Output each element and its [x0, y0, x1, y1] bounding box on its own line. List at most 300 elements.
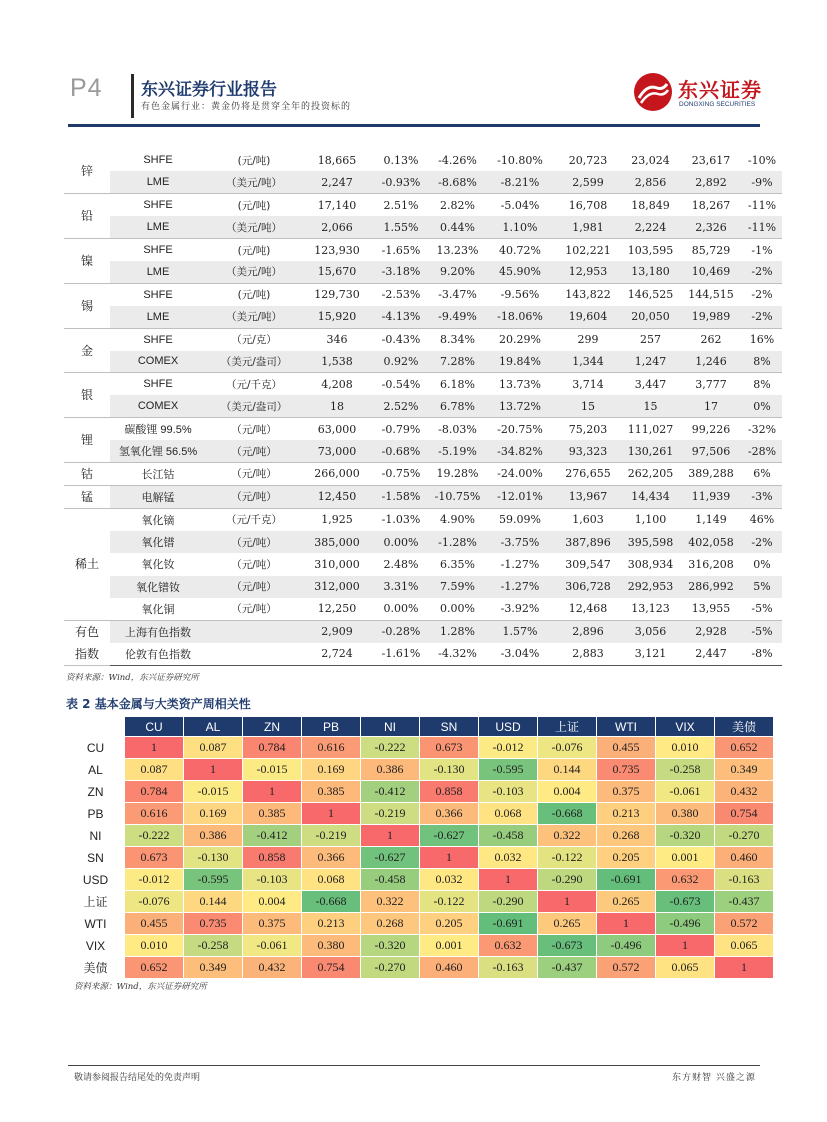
correlation-cell: 0.455	[597, 737, 656, 759]
value-cell: -1.58%	[372, 485, 430, 508]
value-cell: -4.13%	[372, 306, 430, 328]
column-header: ZN	[243, 717, 302, 737]
price-row	[64, 194, 782, 216]
value-cell: -3.47%	[430, 283, 485, 305]
price-row	[64, 261, 782, 283]
correlation-cell: -0.458	[479, 825, 538, 847]
correlation-table-source: 资料来源：Wind，东兴证券研究所	[74, 982, 207, 992]
correlation-row	[67, 847, 774, 869]
correlation-cell: 0.784	[125, 781, 184, 803]
correlation-cell: 1	[302, 803, 361, 825]
column-header: PB	[302, 717, 361, 737]
value-cell: -20.75%	[485, 418, 555, 440]
correlation-cell: -0.595	[184, 869, 243, 891]
correlation-cell: 0.010	[656, 737, 715, 759]
value-cell: 0.00%	[372, 531, 430, 553]
correlation-cell: 1	[597, 913, 656, 935]
value-cell: 59.09%	[485, 508, 555, 530]
exchange-cell: 氧化镨	[110, 531, 206, 553]
unit-cell: （美元/吨）	[206, 216, 302, 238]
value-cell: 12,468	[568, 602, 608, 616]
unit-cell: （元/吨）	[206, 462, 302, 485]
value-cell: 316,208	[688, 557, 734, 571]
correlation-cell: 0.265	[538, 913, 597, 935]
correlation-cell: 1	[184, 759, 243, 781]
value-cell: 3,121	[621, 643, 680, 666]
correlation-cell: -0.673	[656, 891, 715, 913]
price-row	[64, 418, 782, 440]
unit-cell: （美元/吨）	[206, 171, 302, 193]
correlation-cell: -0.163	[479, 957, 538, 979]
value-cell: 99,226	[680, 418, 742, 440]
row-header: VIX	[67, 935, 125, 957]
page-number: P4	[70, 74, 103, 102]
correlation-cell: 0.673	[125, 847, 184, 869]
correlation-cell: -0.012	[479, 737, 538, 759]
value-cell: -12.01%	[485, 485, 555, 508]
correlation-cell: -0.320	[361, 935, 420, 957]
value-cell: 0.00%	[383, 602, 419, 616]
price-row	[64, 462, 782, 485]
correlation-cell: 0.213	[597, 803, 656, 825]
correlation-cell: -0.627	[420, 825, 479, 847]
value-cell: 45.90%	[485, 261, 555, 283]
logo-text-cn: 东兴证券	[678, 78, 762, 102]
value-cell: 1,538	[302, 351, 372, 373]
value-cell: 2,447	[680, 643, 742, 666]
correlation-cell: 1	[125, 737, 184, 759]
value-cell: -0.54%	[372, 373, 430, 395]
value-cell: -5.19%	[430, 440, 485, 462]
row-header: WTI	[67, 913, 125, 935]
correlation-cell: -0.437	[538, 957, 597, 979]
value-cell: 2,224	[621, 216, 680, 238]
price-row	[64, 485, 782, 508]
value-cell: 0.13%	[383, 153, 419, 167]
metal-name: 锌	[64, 149, 110, 194]
correlation-cell: -0.076	[538, 737, 597, 759]
value-cell: -24.00%	[485, 462, 555, 485]
value-cell: 16,708	[555, 194, 621, 216]
value-cell: 46%	[742, 508, 782, 530]
value-cell: 1,981	[555, 216, 621, 238]
correlation-cell: -0.673	[538, 935, 597, 957]
correlation-cell: -0.061	[656, 781, 715, 803]
value-cell: 0.92%	[372, 351, 430, 373]
correlation-row	[67, 825, 774, 847]
value-cell: -10%	[747, 153, 777, 167]
correlation-cell: 0.205	[420, 913, 479, 935]
value-cell: 75,203	[555, 418, 621, 440]
price-row	[64, 306, 782, 328]
unit-cell: （美元/盎司）	[206, 395, 302, 417]
unit-cell	[206, 643, 302, 666]
correlation-cell: 0.366	[420, 803, 479, 825]
value-cell: -3.04%	[485, 643, 555, 666]
unit-cell: （元/克）	[206, 328, 302, 350]
value-cell: 17	[680, 395, 742, 417]
correlation-cell: 0.004	[243, 891, 302, 913]
row-header: 美债	[67, 957, 125, 979]
price-row	[64, 216, 782, 238]
exchange-cell: 碳酸锂 99.5%	[110, 418, 206, 440]
correlation-cell: 0.572	[715, 913, 774, 935]
value-cell: -2%	[742, 283, 782, 305]
exchange-cell: LME	[110, 216, 206, 238]
footer-slogan: 东方财智 兴盛之源	[672, 1073, 756, 1083]
value-cell: -8.68%	[430, 171, 485, 193]
row-header: SN	[67, 847, 125, 869]
value-cell: 93,323	[555, 440, 621, 462]
correlation-cell: 0.858	[243, 847, 302, 869]
value-cell: -8.03%	[430, 418, 485, 440]
value-cell: -0.79%	[372, 418, 430, 440]
value-cell: -0.75%	[372, 462, 430, 485]
value-cell: 310,000	[314, 557, 360, 571]
correlation-cell: 0.754	[715, 803, 774, 825]
correlation-cell: 0.268	[361, 913, 420, 935]
correlation-cell: -0.691	[597, 869, 656, 891]
value-cell: -0.28%	[372, 620, 430, 643]
value-cell: 1,246	[680, 351, 742, 373]
value-cell: 3,777	[680, 373, 742, 395]
value-cell: 146,525	[621, 283, 680, 305]
correlation-cell: -0.163	[715, 869, 774, 891]
value-cell: 23,024	[631, 153, 670, 167]
value-cell: 111,027	[621, 418, 680, 440]
price-row	[64, 373, 782, 395]
value-cell: 2,724	[302, 643, 372, 666]
exchange-cell: SHFE	[143, 154, 173, 167]
value-cell: 2.51%	[372, 194, 430, 216]
correlation-cell: -0.130	[184, 847, 243, 869]
value-cell: 2,909	[302, 620, 372, 643]
correlation-cell: 1	[243, 781, 302, 803]
value-cell: 4,208	[302, 373, 372, 395]
correlation-cell: -0.668	[538, 803, 597, 825]
price-row	[64, 328, 782, 350]
correlation-row	[67, 913, 774, 935]
correlation-cell: 0.144	[538, 759, 597, 781]
unit-cell: (元/吨)	[206, 194, 302, 216]
unit-cell: （元/千克）	[206, 373, 302, 395]
correlation-cell: 0.375	[597, 781, 656, 803]
value-cell: 1,925	[302, 508, 372, 530]
price-row	[64, 553, 782, 575]
value-cell: 130,261	[621, 440, 680, 462]
value-cell: -0.93%	[372, 171, 430, 193]
correlation-cell: -0.130	[420, 759, 479, 781]
correlation-cell: 0.349	[184, 957, 243, 979]
row-header: 上证	[67, 891, 125, 913]
correlation-table-title: 表 2 基本金属与大类资产周相关性	[66, 697, 251, 711]
metal-name: 锰	[64, 485, 110, 508]
correlation-cell: -0.258	[656, 759, 715, 781]
metal-name: 钴	[64, 462, 110, 485]
column-header: 美债	[715, 717, 774, 737]
correlation-cell: -0.103	[479, 781, 538, 803]
value-cell: 12,450	[302, 485, 372, 508]
correlation-cell: 0.754	[302, 957, 361, 979]
column-header: CU	[125, 717, 184, 737]
correlation-cell: 0.349	[715, 759, 774, 781]
value-cell: 40.72%	[485, 239, 555, 261]
value-cell: 1,247	[621, 351, 680, 373]
value-cell: 266,000	[302, 462, 372, 485]
value-cell: 262,205	[621, 462, 680, 485]
value-cell: 13.23%	[430, 239, 485, 261]
value-cell: 1,100	[621, 508, 680, 530]
metal-name: 有色 指数	[64, 620, 110, 665]
value-cell: -32%	[742, 418, 782, 440]
column-header: 上证	[538, 717, 597, 737]
value-cell: 2,896	[555, 620, 621, 643]
correlation-cell: 0.386	[184, 825, 243, 847]
value-cell: 3,714	[555, 373, 621, 395]
row-header: PB	[67, 803, 125, 825]
value-cell: -9%	[742, 171, 782, 193]
correlation-cell: 0.460	[420, 957, 479, 979]
value-cell: 18,267	[680, 194, 742, 216]
correlation-cell: -0.496	[597, 935, 656, 957]
value-cell: 6.78%	[430, 395, 485, 417]
correlation-cell: 0.460	[715, 847, 774, 869]
correlation-cell: -0.270	[361, 957, 420, 979]
value-cell: 2.48%	[383, 557, 419, 571]
value-cell: 13.72%	[485, 395, 555, 417]
corner-cell	[67, 717, 125, 737]
value-cell: 17,140	[302, 194, 372, 216]
correlation-cell: 0.652	[125, 957, 184, 979]
value-cell: 15,670	[302, 261, 372, 283]
value-cell: -3%	[742, 485, 782, 508]
correlation-cell: -0.627	[361, 847, 420, 869]
price-row	[64, 643, 782, 666]
correlation-cell: -0.061	[243, 935, 302, 957]
correlation-cell: 0.385	[243, 803, 302, 825]
correlation-cell: 0.169	[302, 759, 361, 781]
correlation-cell: 0.616	[302, 737, 361, 759]
value-cell: 102,221	[555, 239, 621, 261]
exchange-cell: SHFE	[110, 239, 206, 261]
correlation-cell: 1	[715, 957, 774, 979]
value-cell: 292,953	[621, 576, 680, 598]
value-cell: 143,822	[555, 283, 621, 305]
value-cell: -3.18%	[372, 261, 430, 283]
correlation-cell: 0.380	[656, 803, 715, 825]
exchange-cell: COMEX	[110, 351, 206, 373]
correlation-cell: -0.219	[302, 825, 361, 847]
correlation-cell: -0.496	[656, 913, 715, 935]
value-cell: -9.56%	[485, 283, 555, 305]
correlation-cell: 0.213	[302, 913, 361, 935]
exchange-cell: 氧化镨钕	[110, 576, 206, 598]
value-cell: 3,447	[621, 373, 680, 395]
value-cell: 6.18%	[430, 373, 485, 395]
value-cell: -8%	[742, 643, 782, 666]
value-cell: 9.20%	[430, 261, 485, 283]
value-cell: -18.06%	[485, 306, 555, 328]
value-cell: 8%	[742, 373, 782, 395]
row-header: ZN	[67, 781, 125, 803]
unit-cell: （元/吨）	[206, 440, 302, 462]
correlation-cell: 0.673	[420, 737, 479, 759]
metal-name: 银	[64, 373, 110, 418]
row-header: CU	[67, 737, 125, 759]
value-cell: 2,883	[555, 643, 621, 666]
value-cell: -0.43%	[372, 328, 430, 350]
correlation-cell: 0.572	[597, 957, 656, 979]
value-cell: -10.75%	[430, 485, 485, 508]
price-row	[64, 531, 782, 553]
price-row	[64, 598, 782, 620]
value-cell: 389,288	[680, 462, 742, 485]
footer-rule	[68, 1065, 760, 1066]
correlation-cell: 0.432	[715, 781, 774, 803]
value-cell: -11%	[742, 194, 782, 216]
correlation-cell: 0.322	[361, 891, 420, 913]
value-cell: 1.10%	[485, 216, 555, 238]
correlation-cell: 0.380	[302, 935, 361, 957]
correlation-cell: 0.858	[420, 781, 479, 803]
exchange-cell: SHFE	[110, 283, 206, 305]
value-cell: 20.29%	[485, 328, 555, 350]
value-cell: 103,595	[621, 239, 680, 261]
metal-name: 镍	[64, 239, 110, 284]
value-cell: 2,892	[680, 171, 742, 193]
value-cell: 63,000	[302, 418, 372, 440]
correlation-row	[67, 781, 774, 803]
value-cell: 0.00%	[440, 602, 475, 616]
correlation-cell: 1	[538, 891, 597, 913]
correlation-row	[67, 759, 774, 781]
value-cell: 2,599	[555, 171, 621, 193]
unit-cell: (元/吨)	[206, 283, 302, 305]
header-rule	[68, 124, 760, 127]
value-cell: -10.80%	[497, 153, 543, 167]
value-cell: 18,665	[317, 153, 357, 167]
row-header: USD	[67, 869, 125, 891]
correlation-cell: 0.322	[538, 825, 597, 847]
unit-cell: （元/吨）	[206, 418, 302, 440]
correlation-cell: -0.290	[538, 869, 597, 891]
correlation-cell: -0.458	[361, 869, 420, 891]
price-row	[64, 171, 782, 193]
correlation-table	[66, 716, 774, 979]
exchange-cell: 氧化镝	[110, 508, 206, 530]
correlation-cell: 0.616	[125, 803, 184, 825]
price-row	[64, 239, 782, 261]
value-cell: 2,856	[621, 171, 680, 193]
value-cell: 309,547	[565, 557, 611, 571]
value-cell: 3,056	[621, 620, 680, 643]
value-cell: 11,939	[680, 485, 742, 508]
correlation-row	[67, 935, 774, 957]
correlation-cell: 0.265	[597, 891, 656, 913]
logo-mark-icon	[633, 72, 673, 112]
value-cell: 1.28%	[430, 620, 485, 643]
value-cell: 2,928	[680, 620, 742, 643]
value-cell: -5.04%	[485, 194, 555, 216]
correlation-cell: 0.366	[302, 847, 361, 869]
value-cell: -1.03%	[372, 508, 430, 530]
value-cell: 8.34%	[430, 328, 485, 350]
correlation-cell: -0.015	[184, 781, 243, 803]
value-cell: 346	[302, 328, 372, 350]
value-cell: 13,967	[555, 485, 621, 508]
correlation-cell: 0.087	[184, 737, 243, 759]
correlation-cell: 0.087	[125, 759, 184, 781]
value-cell: 1,603	[555, 508, 621, 530]
unit-cell: (元/吨)	[206, 239, 302, 261]
correlation-cell: -0.222	[125, 825, 184, 847]
correlation-cell: 0.632	[656, 869, 715, 891]
value-cell: 257	[621, 328, 680, 350]
value-cell: 262	[680, 328, 742, 350]
value-cell: -9.49%	[430, 306, 485, 328]
correlation-cell: -0.691	[479, 913, 538, 935]
correlation-cell: -0.270	[715, 825, 774, 847]
correlation-cell: -0.290	[479, 891, 538, 913]
metal-name: 金	[64, 328, 110, 373]
correlation-cell: 1	[420, 847, 479, 869]
correlation-cell: 0.010	[125, 935, 184, 957]
value-cell: 385,000	[302, 531, 372, 553]
value-cell: 0.44%	[430, 216, 485, 238]
correlation-cell: -0.012	[125, 869, 184, 891]
correlation-cell: 0.032	[479, 847, 538, 869]
value-cell: -4.32%	[430, 643, 485, 666]
value-cell: 13,955	[691, 602, 731, 616]
value-cell: -5%	[751, 602, 773, 616]
exchange-cell: SHFE	[110, 194, 206, 216]
value-cell: 19,604	[555, 306, 621, 328]
value-cell: 308,934	[627, 557, 674, 571]
unit-cell: （美元/吨）	[206, 261, 302, 283]
price-row	[64, 283, 782, 305]
correlation-cell: 0.268	[597, 825, 656, 847]
correlation-cell: 0.001	[420, 935, 479, 957]
correlation-row	[67, 891, 774, 913]
value-cell: 276,655	[555, 462, 621, 485]
value-cell: 13,180	[621, 261, 680, 283]
value-cell: 2.52%	[372, 395, 430, 417]
unit-cell: （元/千克）	[206, 508, 302, 530]
exchange-cell: SHFE	[110, 328, 206, 350]
unit-cell: （美元/吨）	[206, 306, 302, 328]
correlation-cell: -0.258	[184, 935, 243, 957]
metal-name: 稀土	[64, 508, 110, 620]
value-cell: 0%	[742, 395, 782, 417]
exchange-cell: 伦敦有色指数	[110, 643, 206, 666]
unit-cell: （元/吨）	[206, 485, 302, 508]
column-header: AL	[184, 717, 243, 737]
value-cell: -4.26%	[438, 153, 477, 167]
correlation-cell: 0.432	[243, 957, 302, 979]
value-cell: -2.53%	[372, 283, 430, 305]
value-cell: 6%	[742, 462, 782, 485]
row-header: AL	[67, 759, 125, 781]
value-cell: 18,849	[621, 194, 680, 216]
price-row	[64, 351, 782, 373]
value-cell: 8%	[742, 351, 782, 373]
value-cell: 387,896	[555, 531, 621, 553]
value-cell: -1%	[742, 239, 782, 261]
value-cell: -2%	[742, 306, 782, 328]
unit-cell: （元/吨）	[206, 531, 302, 553]
value-cell: 19.28%	[430, 462, 485, 485]
value-cell: -1.61%	[372, 643, 430, 666]
